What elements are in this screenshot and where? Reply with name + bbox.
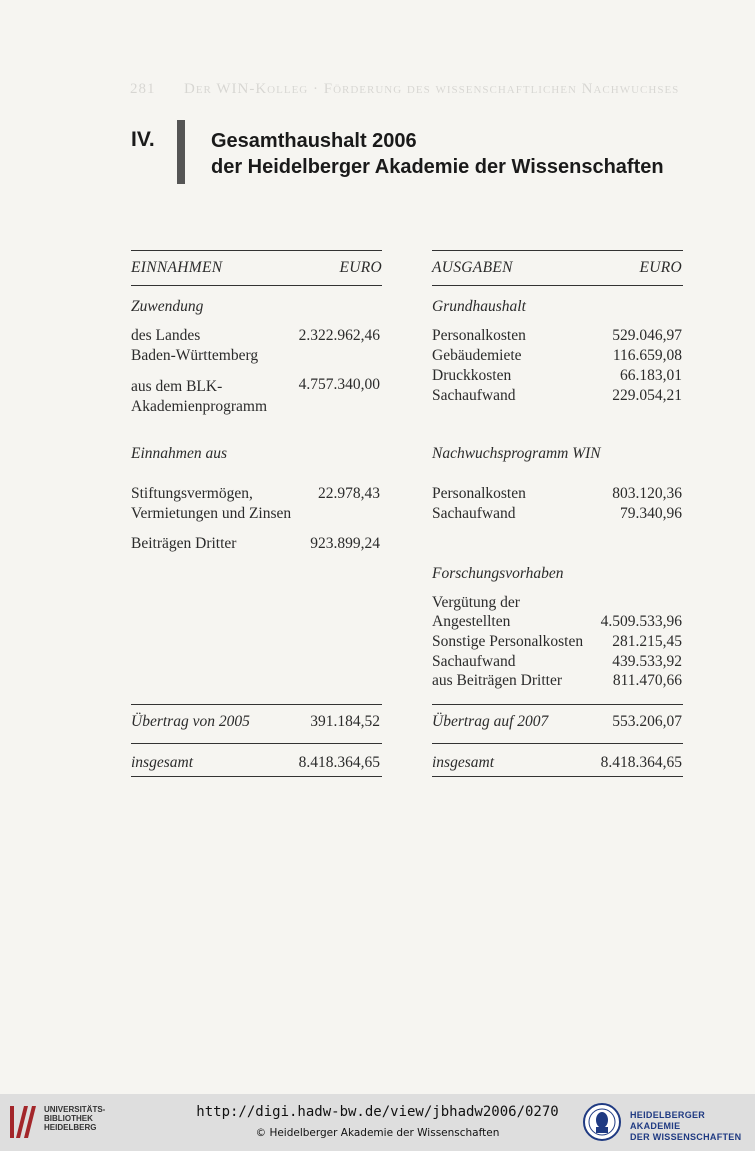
forschung-item-value: 439.533,92 bbox=[612, 653, 682, 670]
grund-item-value: 66.183,01 bbox=[620, 367, 682, 384]
grund-item-value: 529.046,97 bbox=[612, 327, 682, 344]
blk-line-2: Akademienprogramm bbox=[131, 398, 268, 415]
forschung-label: Forschungsvorhaben bbox=[432, 565, 564, 582]
income-header-rule bbox=[131, 285, 382, 286]
dritter-value: 923.899,24 bbox=[310, 535, 380, 552]
left-logo-line-1: UNIVERSITÄTS- bbox=[44, 1105, 106, 1114]
verguetung-line-1: Vergütung der bbox=[432, 594, 520, 611]
expenses-total-label: insgesamt bbox=[432, 754, 494, 771]
grund-item-label: Gebäudemiete bbox=[432, 347, 522, 364]
permalink-url[interactable]: http://digi.hadw-bw.de/view/jbhadw2006/0270 bbox=[196, 1104, 559, 1120]
expenses-header-rule bbox=[432, 285, 683, 286]
expenses-uebertrag-label: Übertrag auf 2007 bbox=[432, 713, 549, 730]
income-total-label: insgesamt bbox=[131, 754, 193, 771]
left-logo-line-3: HEIDELBERG bbox=[44, 1123, 97, 1132]
expenses-uebertrag-rule bbox=[432, 704, 683, 705]
academy-seal-icon bbox=[582, 1102, 622, 1142]
expenses-top-rule bbox=[432, 250, 683, 251]
win-item-label: Sachaufwand bbox=[432, 505, 516, 522]
expenses-total-rule bbox=[432, 743, 683, 744]
grund-item-label: Personalkosten bbox=[432, 327, 526, 344]
blk-line-1: aus dem BLK- bbox=[131, 378, 223, 395]
stiftung-line-2: Vermietungen und Zinsen bbox=[131, 505, 292, 522]
grund-item-label: Sachaufwand bbox=[432, 387, 516, 404]
income-uebertrag-rule bbox=[131, 704, 382, 705]
title-line-2: der Heidelberger Akademie der Wissenschaften bbox=[211, 156, 664, 178]
heading-bar bbox=[177, 120, 185, 184]
income-total-rule bbox=[131, 743, 382, 744]
section-number: IV. bbox=[131, 128, 155, 151]
win-item-value: 79.340,96 bbox=[620, 505, 682, 522]
page-number: 281 bbox=[130, 81, 156, 97]
grund-item-value: 229.054,21 bbox=[612, 387, 682, 404]
income-uebertrag-label: Übertrag von 2005 bbox=[131, 713, 250, 730]
income-header-label: EINNAHMEN bbox=[131, 259, 223, 276]
win-label: Nachwuchsprogramm WIN bbox=[432, 445, 601, 462]
forschung-item-value: 811.470,66 bbox=[612, 672, 682, 689]
income-bottom-rule bbox=[131, 776, 382, 777]
title-line-1: Gesamthaushalt 2006 bbox=[211, 130, 417, 152]
zuwendung-label: Zuwendung bbox=[131, 298, 204, 315]
income-header-currency: EURO bbox=[339, 259, 382, 276]
land-value: 2.322.962,46 bbox=[298, 327, 380, 344]
viewer-footer bbox=[0, 1094, 755, 1151]
income-uebertrag-value: 391.184,52 bbox=[310, 713, 380, 730]
win-item-value: 803.120,36 bbox=[612, 485, 682, 502]
academy-name bbox=[630, 1110, 755, 1143]
blk-value: 4.757.340,00 bbox=[298, 376, 380, 393]
forschung-item-label: Sachaufwand bbox=[432, 653, 516, 670]
copyright-notice: © Heidelberger Akademie der Wissenschaften bbox=[255, 1127, 500, 1139]
running-head bbox=[130, 78, 685, 100]
stiftung-line-1: Stiftungsvermögen, bbox=[131, 485, 253, 502]
stiftung-value: 22.978,43 bbox=[318, 485, 380, 502]
forschung-item-label: aus Beiträgen Dritter bbox=[432, 672, 562, 689]
verguetung-value: 4.509.533,96 bbox=[600, 613, 682, 630]
expenses-bottom-rule bbox=[432, 776, 683, 777]
right-logo-line-2: DER WISSENSCHAFTEN bbox=[630, 1132, 742, 1142]
grund-item-value: 116.659,08 bbox=[612, 347, 682, 364]
right-logo-line-1: HEIDELBERGER AKADEMIE bbox=[630, 1110, 706, 1131]
expenses-header-label: AUSGABEN bbox=[432, 259, 513, 276]
page-title bbox=[211, 128, 664, 180]
expenses-total-value: 8.418.364,65 bbox=[600, 754, 682, 771]
forschung-item-label: Sonstige Personalkosten bbox=[432, 633, 584, 650]
expenses-header-currency: EURO bbox=[639, 259, 682, 276]
land-line-1: des Landes bbox=[131, 327, 201, 344]
expenses-uebertrag-value: 553.206,07 bbox=[612, 713, 682, 730]
income-top-rule bbox=[131, 250, 382, 251]
grund-label: Grundhaushalt bbox=[432, 298, 526, 315]
grund-item-label: Druckkosten bbox=[432, 367, 512, 384]
land-line-2: Baden-Württemberg bbox=[131, 347, 259, 364]
dritter-label: Beiträgen Dritter bbox=[131, 535, 237, 552]
running-head-text: Der WIN-Kolleg · Förderung des wissenschaftlichen Nachwuchses bbox=[184, 81, 680, 97]
win-item-label: Personalkosten bbox=[432, 485, 526, 502]
verguetung-line-2: Angestellten bbox=[432, 613, 511, 630]
einnahmen-aus-label: Einnahmen aus bbox=[131, 445, 228, 462]
income-total-value: 8.418.364,65 bbox=[298, 754, 380, 771]
forschung-item-value: 281.215,45 bbox=[612, 633, 682, 650]
left-logo-line-2: BIBLIOTHEK bbox=[44, 1114, 93, 1123]
